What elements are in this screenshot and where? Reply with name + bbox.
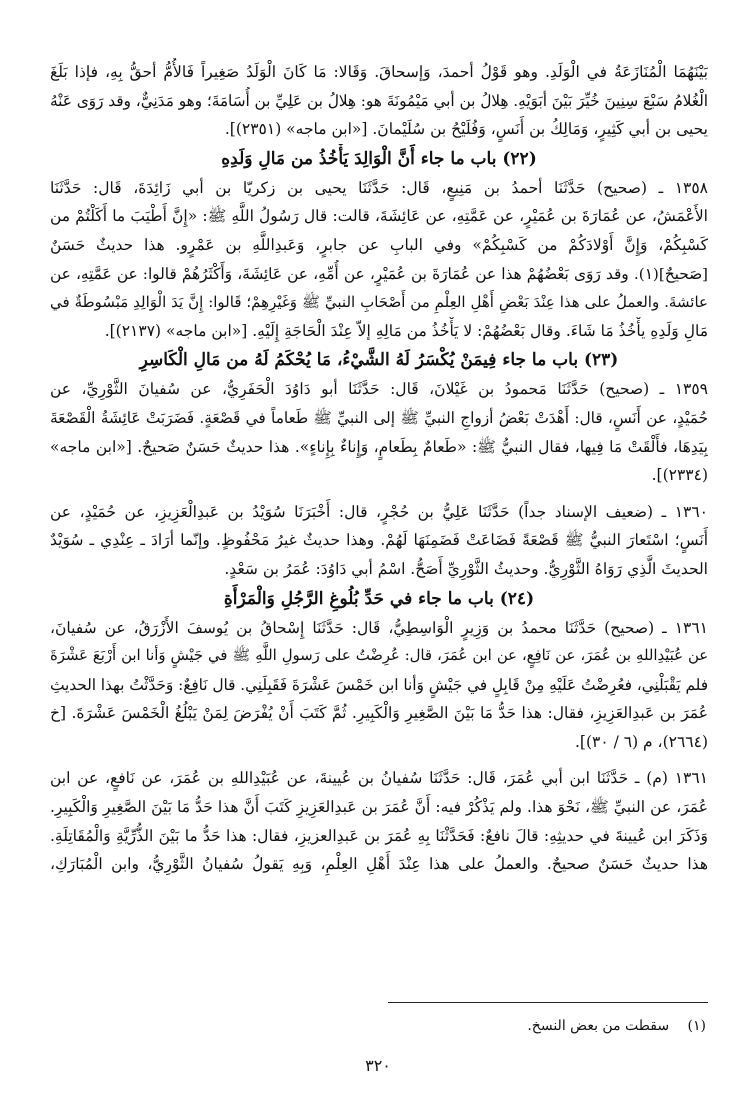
footnote bbox=[306, 1018, 706, 1034]
text-line: عن عُبَيْدِاللهِ بن عُمَرَ، عن نَافِعٍ، عن ابن عُمَرَ، قال: عُرِضْتُ على رَسولِ اللَّهِ ﷺ في جَيْشٍ وَأنا ابن أَرْبَعَ عَشْرَةَ bbox=[50, 647, 708, 665]
text-line: كَسْبِكُمْ، وَإِنَّ أَوْلادَكُمْ من كَسْبِكُمْ» وفي البابِ عن جابرٍ، وَعَبدِاللَّهِ بن عَمْرٍو. هذا حديثٌ حَسَنٌ bbox=[50, 235, 708, 254]
text-line: بَيْنَهُمَا الْمُنَازَعَةُ في الْوَلَدِ. وهو قَوْلُ أحمدَ، وَإسحاقَ. وَقَالا: مَا كَانَ الْوَلَدُ صَغِيراً فَالأُمُّ أحقُّ بِهِ، فإذا بَلَغَ bbox=[50, 63, 708, 81]
text-line: الْغُلامُ سَبْعَ سِنِينَ خُيِّرَ بَيْنَ أبَوَيْهِ. هِلالُ بن أبي مَيْمُونَةَ هو: هِلالُ بن عَلِيِّ بن أُسَامَةَ؛ وهو مَدَنِيٌّ، وقد رَوَى عَنْهُ bbox=[50, 91, 708, 110]
chapter-heading: (٢٤) باب ما جاء في حَدِّ بُلُوغِ الرَّجُلِ وَالْمَرْأَةِ bbox=[223, 588, 535, 609]
footnote-number: (١) bbox=[687, 1018, 706, 1034]
text-line: هذا حديثٌ حَسَنٌ صحيحٌ. والعملُ على هذا عِنْدَ أَهْلِ العِلْمِ، وَبِهِ يَقولُ سُفيانُ الثَّوْرِيُّ، وابن الْمُبَارَكِ، bbox=[50, 855, 708, 874]
chapter-heading: (٢٣) باب ما جاء فِيمَنْ يُكْسَرُ لَهُ الشَّيْءُ، مَا يُحْكَمُ لَهُ من مَالِ الْكَاسِرِ bbox=[139, 350, 619, 371]
text-line: يحيى بن أبي كَثِيرٍ، وَمَالِكُ بن أَنَسٍ، وَفُلَيْحُ بن سُلَيْمانَ. [«ابن ماجه» (٢٣٥١)]. bbox=[224, 120, 708, 139]
footnote-text: سقطت من بعض النسخ. bbox=[527, 1018, 670, 1034]
text-line: فلم يَقْبَلْنِي، فعُرِضْتُ عَلَيْهِ مِنْ قَابِلٍ في جَيْشٍ وَأنا ابن خَمْسَ عَشْرَةَ فَقَبِلَنِي. قال نَافِعٌ: وَحَدَّثْتُ بهذا الحديثِ bbox=[50, 675, 708, 694]
text-line: حُمَيْدٍ، عن أَنَسٍ، قال: أَهْدَتْ بَعْضُ أزواجِ النبيِّ ﷺ إلى النبيِّ ﷺ طَعاماً في قَصْعَةٍ. فَضَرَبَتْ عَائِشَةُ الْقَصْعَةَ bbox=[50, 408, 708, 427]
text-line: مَالِ وَلَدِهِ يأْخُذُ مَا شَاءَ. وقال بَعْضُهُمْ: لا يَأْخُذُ من مَالِهِ إلاّ عِنْدَ الْحَاجَةِ إِلَيْهِ. [«ابن ماجه» (٢١٣٧)]. bbox=[104, 321, 708, 340]
text-line: بِيَدِهَا، فأَلْقَتْ مَا فِيها، فقال النبيُّ ﷺ: «طَعامٌ بِطَعامٍ، وَإِناءٌ بِإِناءٍ». هذا حديثٌ حَسَنٌ صَحيحٌ. [«ابن ماجه» bbox=[50, 437, 708, 456]
text-line: الأَعْمَشُ، عن عُمَارَةَ بن عُمَيْرٍ، عن عَمَّتِهِ، عن عَائِشَةَ، قالت: قال رَسُولُ اللَّهِ ﷺ: «إِنَّ أَطْيَبَ ما أَكَلْتُمْ من bbox=[50, 207, 708, 226]
paragraph-gap bbox=[50, 756, 708, 764]
chapter-heading: (٢٢) باب ما جاء أَنَّ الْوَالِدَ يَأْخُذُ من مَالِ وَلَدِهِ bbox=[221, 148, 537, 169]
paragraph-gap bbox=[50, 490, 708, 498]
text-line: (٢٣٣٤)]. bbox=[651, 466, 708, 485]
text-line: وَذَكَرَ ابن عُيينةَ في حديثِهِ: قالَ نافعٌ: فَحَدَّثْنَا بِهِ عُمَرَ بن عَبدِالعزيزِ، فقال: هذا حَدُّ ما بَيْنَ الذُّرِّيَّةِ وَالْمُقَاتِلَةِ. bbox=[50, 826, 708, 845]
page-number: ٣٢٠ bbox=[365, 1056, 391, 1075]
footnote-divider bbox=[388, 1002, 708, 1003]
text-line: [صَحيحٌ](١). وقد رَوَى بَعْضُهُمْ هذا عن عُمَارَةَ بن عُمَيْرٍ، عن أُمِّهِ، عن عَائِشَةَ، وَأَكْثَرُهُمْ قالوا: عن عَمَّتِهِ، عن bbox=[50, 264, 708, 283]
text-line: عُمَرَ بن عَبدِالعَزِيزِ، فقال: هذا حَدُّ مَا بَيْنَ الصَّغِيرِ وَالْكَبِيرِ. ثُمَّ كَتَبَ أَنْ يُفْرَضَ لِمَنْ يَبْلُغُ الْخَمْسَ عَشْرَةَ. [خ bbox=[50, 704, 708, 723]
text-line: ١٣٥٨ ـ (صحيح) حَدَّثَنَا أحمدُ بن مَنِيعٍ، قَال: حَدَّثَنَا يحيى بن زكريّا بن أبي زَائِدَةَ، قَال: حَدَّثَنَا bbox=[50, 178, 708, 197]
text-line: ١٣٦١ ـ (صحيح) حَدَّثَنَا محمدُ بن وَزِيرٍ الْوَاسِطِيُّ، قَال: حَدَّثَنَا إِسْحاقُ بن يُوسفَ الأَزْرَقُ، عن سُفيانَ، bbox=[50, 618, 708, 637]
text-line: أَنَسٍ؛ اسْتَعارَ النبيُّ ﷺ قَصْعَةً فَضَاعَتْ فَضَمِنَهَا لَهُمْ. وهذا حديثٌ غيرُ مَحْفُوظٍ. وإنّما أرَادَ ـ عِنْدِي ـ سُوَيْدٌ bbox=[50, 531, 708, 550]
text-line: الحديثَ الَّذِي رَوَاهُ الثَّوْرِيُّ. وحديثُ الثَّوْرِيِّ أَصَحُّ. اسْمُ أبي دَاوُدَ: عُمَرُ بن سَعْدٍ. bbox=[224, 559, 708, 578]
text-line: (٢٦٦٤)، م (٦ / ٣٠)]. bbox=[574, 732, 708, 751]
text-line: عائشةَ. والعملُ على هذا عِنْدَ بَعْضِ أَهْلِ العِلْمِ من أَصْحَابِ النبيِّ ﷺ وَغَيْرِهِمْ؛ قَالوا: إِنَّ يَدَ الْوَالِدِ مَبْسُوطَةٌ في bbox=[50, 293, 708, 312]
text-line: عُمَرَ، عن النبيِّ ﷺ، نَحْوَ هذا. ولم يَذْكُرْ فيه: أَنَّ عُمَرَ بن عَبدِالعَزِيزِ كَتَبَ أَنَّ هذا حَدُّ مَا بَيْنَ الصَّغِيرِ وَالْكَبِيرِ. bbox=[50, 798, 708, 817]
text-line: ١٣٦٠ ـ (ضعيف الإسناد جداً) حَدَّثَنَا عَلِيُّ بن حُجْرٍ، قال: أَخْبَرَنَا سُوَيْدُ بن عَبدِالْعَزِيزِ، عن حُمَيْدٍ، عن bbox=[50, 502, 708, 521]
text-line: ١٣٥٩ ـ (صحيح) حَدَّثَنَا مَحمودُ بن غَيْلانَ، قَال: حَدَّثَنَا أبو دَاوُدَ الْحَفَرِيُّ، عن سُفيانَ الثَّوْرِيِّ، عن bbox=[50, 380, 708, 399]
text-line: ١٣٦١ (م) ـ حَدَّثَنَا ابن أبي عُمَرَ، قَال: حَدَّثَنَا سُفيانُ بن عُيينةَ، عن عُبَيْدِاللهِ بن عُمَرَ، عن نَافعٍ، عن ابن bbox=[50, 769, 708, 788]
page-body bbox=[50, 58, 708, 879]
